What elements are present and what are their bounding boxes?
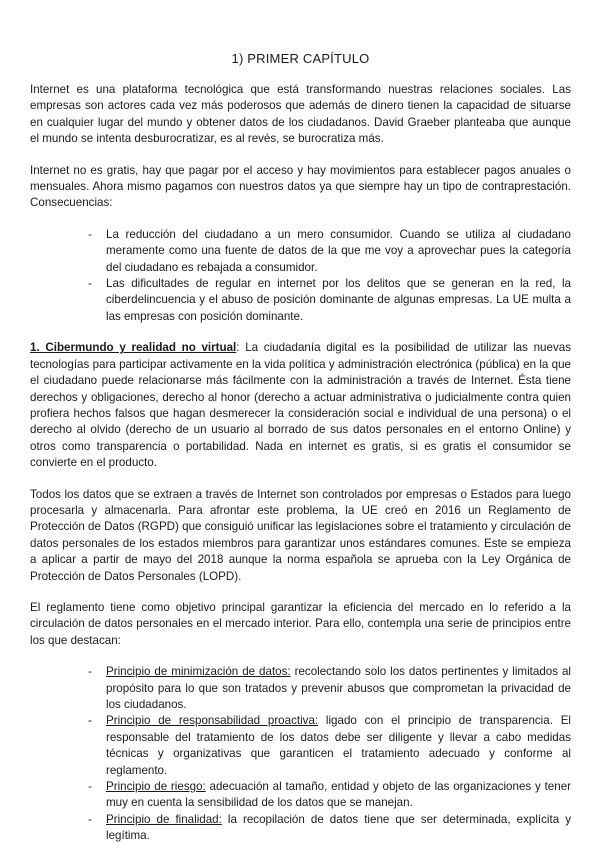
list-item bbox=[106, 664, 571, 713]
section-heading: 1. Cibermundo y realidad no virtual bbox=[30, 341, 237, 355]
list-item bbox=[106, 812, 571, 845]
principle-name: Principio de finalidad: bbox=[106, 812, 222, 826]
section-body: : La ciudadanía digital es la posibilidad de utilizar las nuevas tecnologías para participar activamente en la vida política y administración electrónica (pública) en la que el ciudadano puede relacionarse más fácilmente con la administración a través de Internet. Ésta tiene derechos y obligaciones, derecho al honor (derecho a actuar administrativa o judicialmente contra quien profiera hechos falsos que hagan desmerecer la consideración social e individual de una persona) o el derecho al olvido (derecho de un usuario al borrado de sus datos personales en el entorno Online) y otros como transparencia o portabilidad. Nada en internet es gratis, si es gratis el consumidor se convierte en el producto. bbox=[30, 341, 571, 470]
principle-name: Principio de riesgo: bbox=[106, 780, 206, 794]
list-item bbox=[106, 779, 571, 812]
paragraph-reglamento: El reglamento tiene como objetivo principal garantizar la eficiencia del mercado en lo referido a la circulación de datos personales en el mercado interior. Para ello, contempla una serie de principios entre los que destacan: bbox=[30, 600, 571, 647]
principle-text: recolectando solo los datos pertinentes y limitados al propósito para lo que son tratados y prevenir abusos que comprometan la privacidad de los ciudadanos. bbox=[106, 665, 571, 711]
paragraph-cost: Internet no es gratis, hay que pagar por el acceso y hay movimientos para establecer pagos anuales o mensuales. Ahora mismo pagamos con nuestros datos ya que siempre hay un tipo de contraprestación. Consecuencias: bbox=[30, 163, 571, 210]
principle-text: adecuación al tamaño, entidad y objeto de las organizaciones y tener muy en cuenta la sensibilidad de los datos que se manejan. bbox=[106, 780, 572, 810]
chapter-title: 1) PRIMER CAPÍTULO bbox=[231, 51, 370, 66]
document-page bbox=[30, 0, 571, 845]
principle-text: ligado con el principio de transparencia. El responsable del tratamiento de los datos debe ser diligente y llevar a cabo medidas técnicas y organizativas que garanticen el tratamiento adecuado y conforme al reglamento. bbox=[106, 714, 572, 777]
list-item: - La reducción del ciudadano a un mero consumidor. Cuando se utiliza al ciudadano meramente como una fuente de datos de la que me voy a aprovechar pues la categoría del ciudadano es rebajada a consumidor. bbox=[106, 227, 571, 276]
consequences-list bbox=[30, 227, 571, 325]
list-item bbox=[106, 713, 571, 779]
principles-list bbox=[30, 664, 571, 844]
paragraph-cibermundo bbox=[30, 340, 571, 471]
paragraph-rgpd: Todos los datos que se extraen a través de Internet son controlados por empresas o Estados para luego procesarla y almacenarla. Para afrontar este problema, la UE creó en 2016 un Reglamento de Protección de Datos (RGPD) que consiguió unificar las legislaciones sobre el tratamiento y circulación de datos personales de los estados miembros para garantizar unos estándares comunes. Este se empieza a aplicar a partir de mayo del 2018 aunque la norma española se aprueba con la Ley Orgánica de Protección de Datos Personales (LOPD). bbox=[30, 487, 571, 583]
paragraph-intro: Internet es una plataforma tecnológica que está transformando nuestras relaciones sociales. Las empresas son actores cada vez más poderosos que además de dinero tienen la capacidad de situarse en cualquier lugar del mundo y obtener datos de los ciudadanos. David Graeber planteaba que aunque el mundo se intenta desburocratizar, es al revés, se burocratiza más. bbox=[30, 83, 571, 146]
list-item: - Las dificultades de regular en internet por los delitos que se generan en la red, la ciberdelincuencia y el abuso de posición dominante de algunas empresas. La UE multa a las empresas con posición dominante. bbox=[106, 276, 571, 325]
principle-text: la recopilación de datos tiene que ser determinada, explícita y legítima. bbox=[106, 812, 572, 843]
principle-name: Principio de responsabilidad proactiva: bbox=[106, 714, 319, 728]
principle-name: Principio de minimización de datos: bbox=[106, 665, 291, 679]
